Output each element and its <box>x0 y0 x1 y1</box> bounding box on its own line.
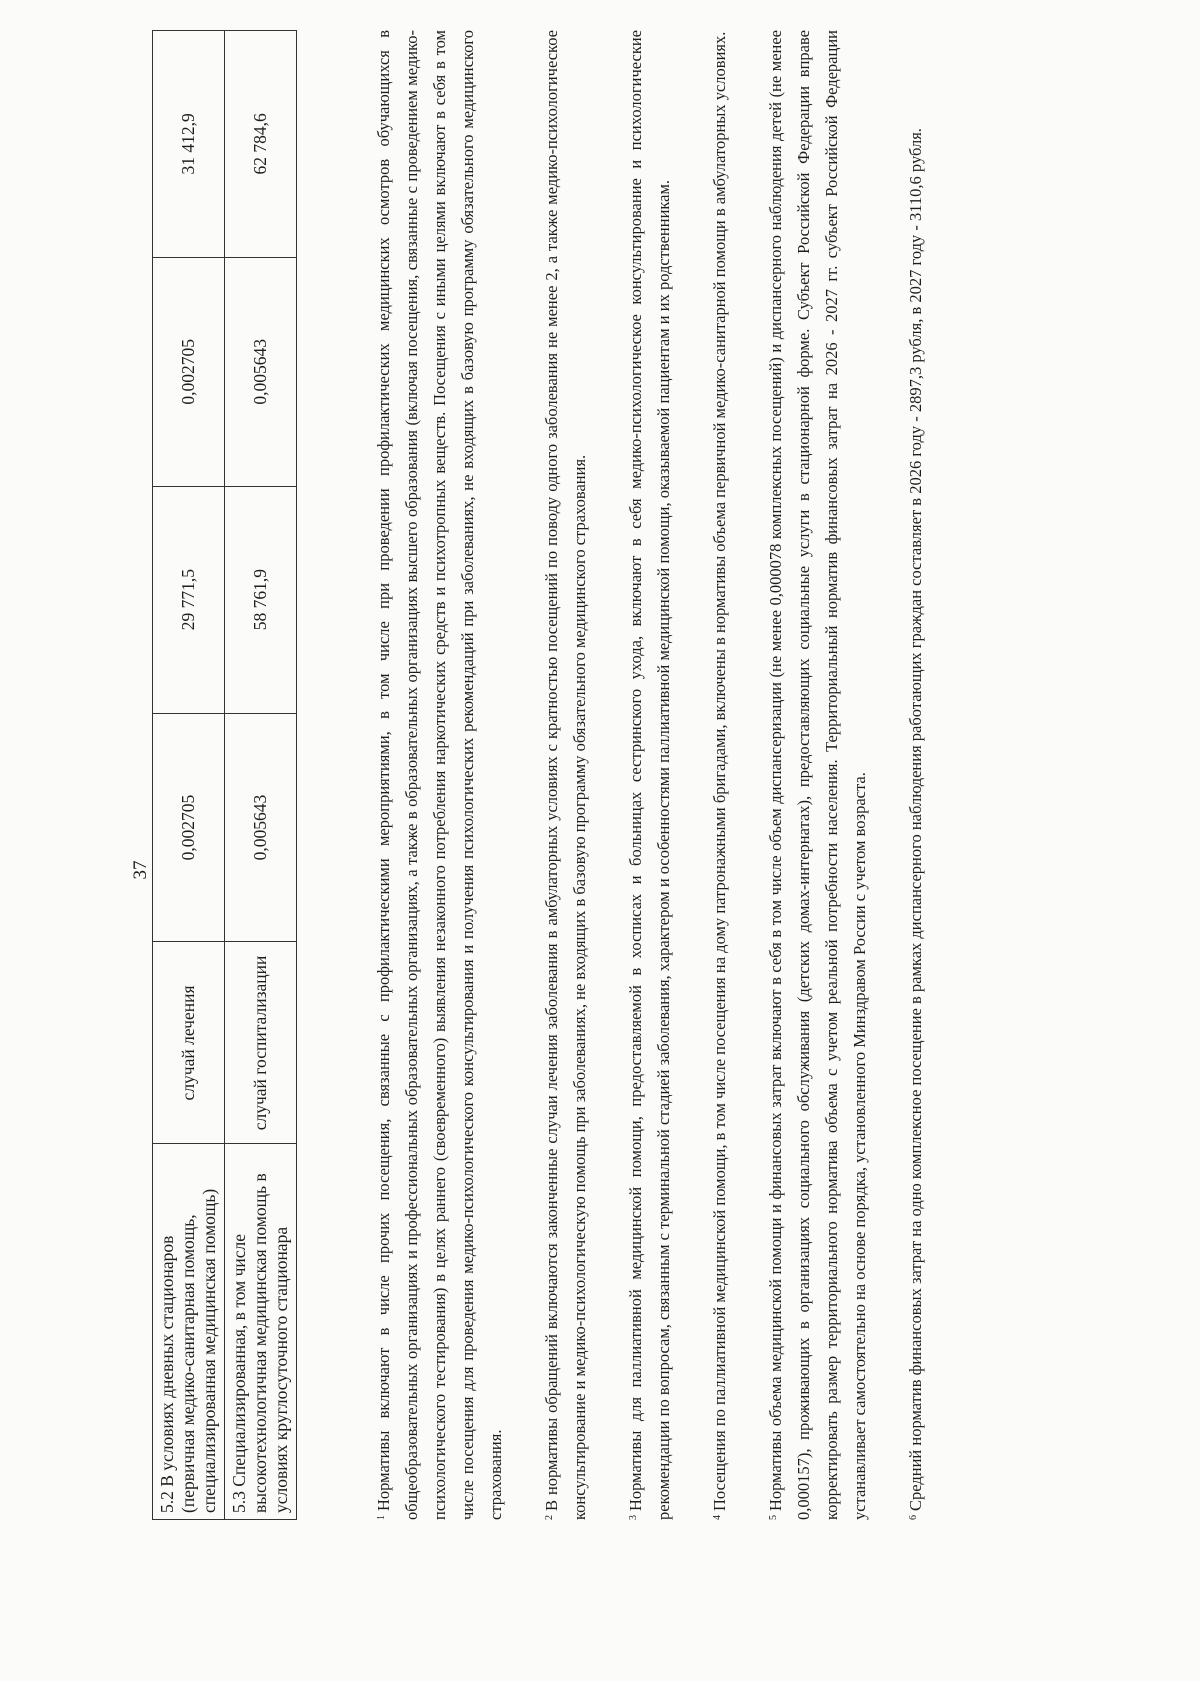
footnote <box>900 30 930 1520</box>
table-cell-value: 29 771,5 <box>153 486 225 713</box>
footnote-text: Посещения по паллиативной медицинской помощи, в том числе посещения на дому патронажными бригадами, включены в нормативы объема первичной медико-санитарной помощи в амбулаторных условиях. <box>710 31 729 1511</box>
norms-table <box>152 30 297 1520</box>
table-cell-value: 31 412,9 <box>153 31 225 258</box>
table-cell-value: 0,005643 <box>225 257 297 486</box>
table-cell-value: 0,005643 <box>225 713 297 942</box>
footnote-text: Нормативы объема медицинской помощи и финансовых затрат включают в себя в том числе объем диспансеризации (не менее 0,000078 комплексных посещений) и диспансерного наблюдения детей (не менее 0,000157), проживающих в организациях социального обслуживания (детских домах-интернатах), предоставляющих социальные услуги в стационарной форме. Субъект Российской Федерации вправе корректировать размер территориального норматива объема с учетом реальной потребности населения. Территориальный норматив финансовых затрат на 2026 - 2027 гг. субъект Российской Федерации устанавливает самостоятельно на основе порядка, установленного Минздравом России с учетом возраста. <box>766 30 869 1520</box>
footnotes <box>368 30 956 1520</box>
table-cell-value: 58 761,9 <box>225 486 297 713</box>
footnote <box>536 30 594 1520</box>
table-cell-value: 0,002705 <box>153 257 225 486</box>
footnote-text: Нормативы для паллиативной медицинской помощи, предоставляемой в хосписах и больницах сестринского ухода, включают в себя медико-психологическое консультирование и психологические рекомендации по вопросам, связанным с терминальной стадией заболевания, характером и особенностями паллиативной медицинской помощи, оказываемой пациентам и их родственникам. <box>626 30 673 1520</box>
table-row <box>153 31 225 1520</box>
footnote <box>760 30 874 1520</box>
footnote <box>368 30 510 1520</box>
footnote-text: Нормативы включают в числе прочих посещения, связанные с профилактическими мероприятиями, в том числе при проведении профилактических медицинских осмотров обучающихся в общеобразовательных организациях и профессиональных образовательных организациях, а также в образовательных организациях высшего образования (включая посещения, связанные с проведением медико-психологического тестирования) в целях раннего (своевременного) выявления незаконного потребления наркотических средств и психотропных веществ. Посещения с иными целями включают в себя в том числе посещения для проведения медико-психологического консультирования и получения психологических рекомендаций при заболеваниях, не входящих в базовую программу обязательного медицинского страхования. <box>374 30 505 1520</box>
table-cell-value: 62 784,6 <box>225 31 297 258</box>
footnote-mark: 5 <box>768 1515 779 1520</box>
footnote-text: В нормативы обращений включаются законченные случаи лечения заболевания в амбулаторных условиях с кратностью посещений по поводу одного заболевания не менее 2, а также медико-психологическое консультирование и медико-психологическую помощь при заболеваниях, не входящих в базовую программу обязательного медицинского страхования. <box>542 30 589 1520</box>
footnote-mark: 6 <box>908 1515 919 1520</box>
footnote-text: Средний норматив финансовых затрат на одно комплексное посещение в рамках диспансерного наблюдения работающих граждан составляет в 2026 году - 2897,3 рубля, в 2027 году - 3110,6 рубля. <box>906 128 925 1511</box>
table-cell-label: 5.2 В условиях дневных стационаров (первичная медико-санитарная помощь, специализированная медицинская помощь) <box>153 1144 225 1520</box>
table-cell-label: 5.3 Специализированная, в том числе высокотехнологичная медицинская помощь в условиях круглосуточного стационара <box>225 1144 297 1520</box>
page-number: 37 <box>130 860 151 880</box>
table-cell-value: 0,002705 <box>153 713 225 942</box>
footnote-mark: 2 <box>544 1515 555 1520</box>
table-cell-unit: случай лечения <box>153 942 225 1144</box>
table-row <box>225 31 297 1520</box>
footnote <box>704 30 734 1520</box>
table-cell-unit: случай госпитализации <box>225 942 297 1144</box>
rotated-page <box>130 30 970 1600</box>
footnote-mark: 3 <box>628 1515 639 1520</box>
footnote <box>620 30 678 1520</box>
footnote-mark: 1 <box>376 1515 387 1520</box>
footnote-mark: 4 <box>712 1515 723 1520</box>
